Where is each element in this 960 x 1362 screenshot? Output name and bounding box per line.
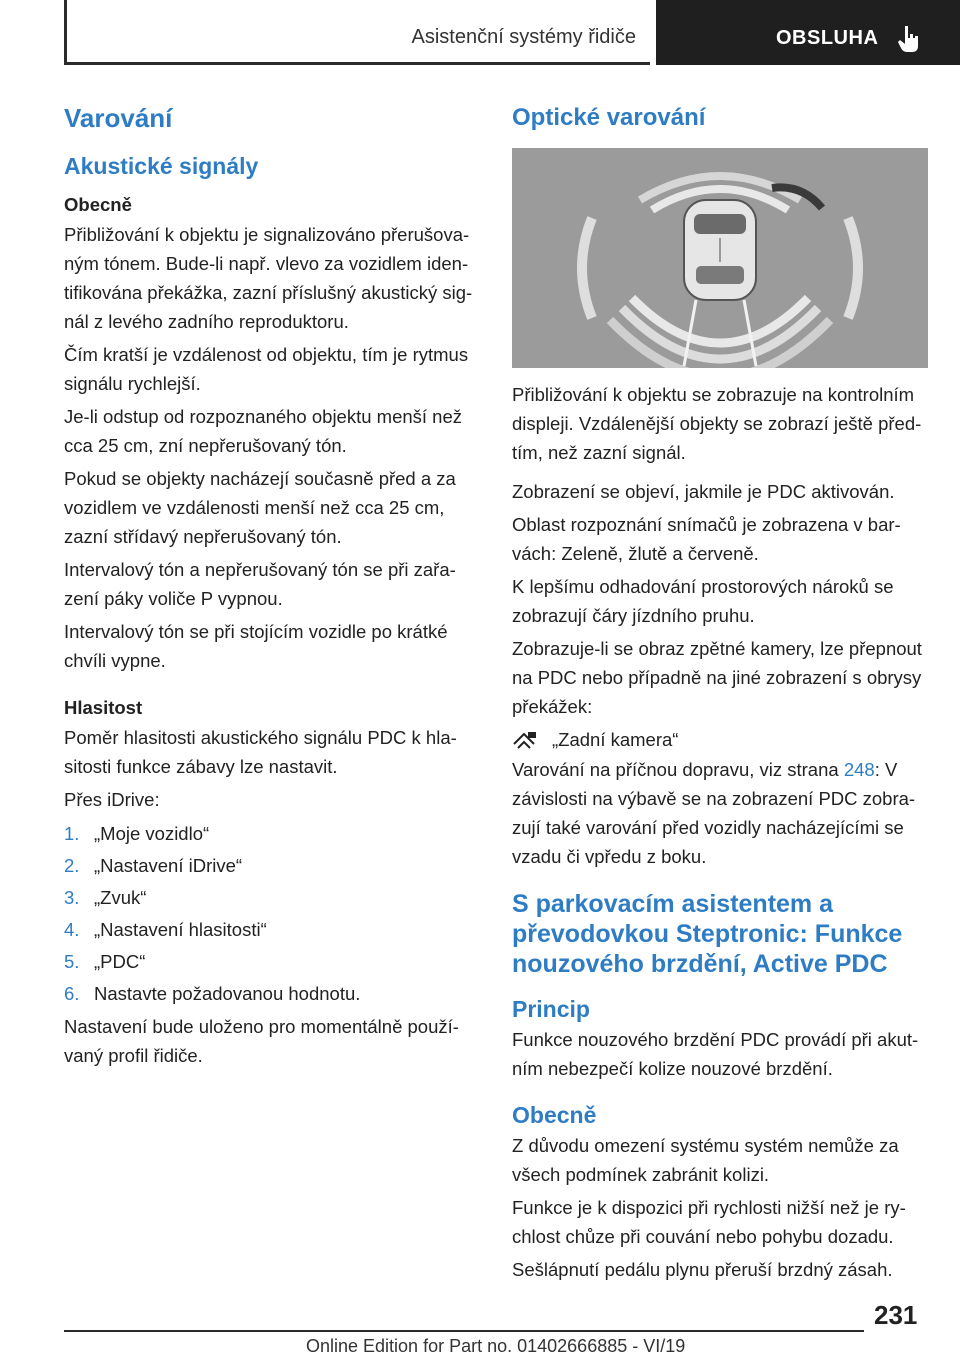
idrive-steps-list [64, 818, 480, 1010]
paragraph: Poměr hlasitosti akustického signálu PDC k hlasitosti funkce zábavy lze nastavit. [64, 727, 457, 777]
paragraph: Funkce je k dispozici při rychlosti nižší než je rychlost chůze při couvání nebo pohybu dozadu. [512, 1197, 906, 1247]
page-link[interactable]: 248 [843, 759, 875, 780]
pdc-display-image [512, 148, 928, 368]
header-left-rule [64, 0, 67, 64]
left-column [64, 100, 480, 1074]
heading-opticke-varovani: Optické varování [512, 104, 706, 131]
paragraph: K lepšímu odhadování prostorových nároků se zobrazují čáry jízdního pruhu. [512, 576, 894, 626]
heading-varovani: Varování [64, 103, 173, 133]
list-item: 6. Nastavte požadovanou hodnotu. [64, 983, 361, 1004]
heading-parkovaci-asistent: S parkovacím asistentem a převodovkou Steptronic: Funkce nouzového brzdění, Active PDC [512, 890, 903, 978]
camera-option [512, 725, 928, 755]
paragraph: Přibližování k objektu se zobrazuje na kontrolním displeji. Vzdálenější objekty se zobrazí ještě předtím, než zazní signál. [512, 384, 922, 463]
section-tab-label: OBSLUHA [776, 27, 879, 49]
paragraph: Sešlápnutí pedálu plynu přeruší brzdný zásah. [512, 1259, 893, 1280]
paragraph: Pokud se objekty nacházejí současně před a za vozidlem ve vzdálenosti menší než cca 25 cm, zazní střídavý nepřerušovaný tón. [64, 468, 456, 547]
page-number: 231 [874, 1300, 918, 1330]
paragraph: Přibližování k objektu je signalizováno přerušovaným tónem. Bude-li např. vlevo za vozidlem identifikována překážka, zazní příslušný akustický signál z levého zadního reproduktoru. [64, 224, 473, 332]
paragraph: Čím kratší je vzdálenost od objektu, tím je rytmus signálu rychlejší. [64, 344, 469, 394]
pointing-hand-icon [896, 24, 922, 54]
section-tab[interactable] [656, 0, 960, 65]
paragraph: Funkce nouzového brzdění PDC provádí při akutním nebezpečí kolize nouzové brzdění. [512, 1029, 919, 1079]
list-item: 5. „PDC“ [64, 951, 146, 972]
list-item: 1. „Moje vozidlo“ [64, 823, 210, 844]
paragraph: Intervalový tón se při stojícím vozidle po krátké chvíli vypne. [64, 621, 448, 671]
paragraph: Z důvodu omezení systému systém nemůže za všech podmínek zabránit kolizi. [512, 1135, 899, 1185]
heading-princip: Princip [512, 996, 590, 1022]
list-item: 4. „Nastavení hlasitosti“ [64, 919, 267, 940]
heading-hlasitost: Hlasitost [64, 697, 143, 718]
paragraph: Intervalový tón a nepřerušovaný tón se při zařazení páky voliče P vypnou. [64, 559, 456, 609]
heading-akusticke-signaly: Akustické signály [64, 153, 259, 179]
paragraph: Nastavení bude uloženo pro momentálně používaný profil řidiče. [64, 1016, 459, 1066]
chapter-title: Asistenční systémy řidiče [411, 26, 636, 48]
right-column [512, 100, 928, 1288]
paragraph: Oblast rozpoznání snímačů je zobrazena v barvách: Zeleně, žlutě a červeně. [512, 514, 901, 564]
edition-note: Online Edition for Part no. 01402666885 - VI/19 [306, 1336, 686, 1356]
list-item: 3. „Zvuk“ [64, 887, 147, 908]
paragraph: Je-li odstup od rozpoznaného objektu menší než cca 25 cm, zní nepřerušovaný tón. [64, 406, 463, 456]
footer-rule [64, 1330, 864, 1332]
paragraph: Přes iDrive: [64, 789, 160, 810]
heading-obecne-right: Obecně [512, 1102, 597, 1128]
heading-obecne: Obecně [64, 194, 132, 215]
header-bottom-rule [64, 62, 650, 65]
paragraph: Zobrazuje-li se obraz zpětné kamery, lze přepnout na PDC nebo případně na jiné zobrazení s obrysy překážek: [512, 638, 922, 717]
camera-option-label: „Zadní kamera“ [552, 729, 679, 750]
paragraph: Zobrazení se objeví, jakmile je PDC aktivován. [512, 481, 895, 502]
paragraph-cross-traffic: Varování na příčnou dopravu, viz strana 248: V závislosti na výbavě se na zobrazení PDC zobrazují také varování před vozidly nacházejícími se vzadu či vpředu z boku. [512, 759, 916, 867]
rear-camera-icon [512, 730, 538, 750]
pdc-illustration [512, 148, 928, 368]
list-item: 2. „Nastavení iDrive“ [64, 855, 243, 876]
